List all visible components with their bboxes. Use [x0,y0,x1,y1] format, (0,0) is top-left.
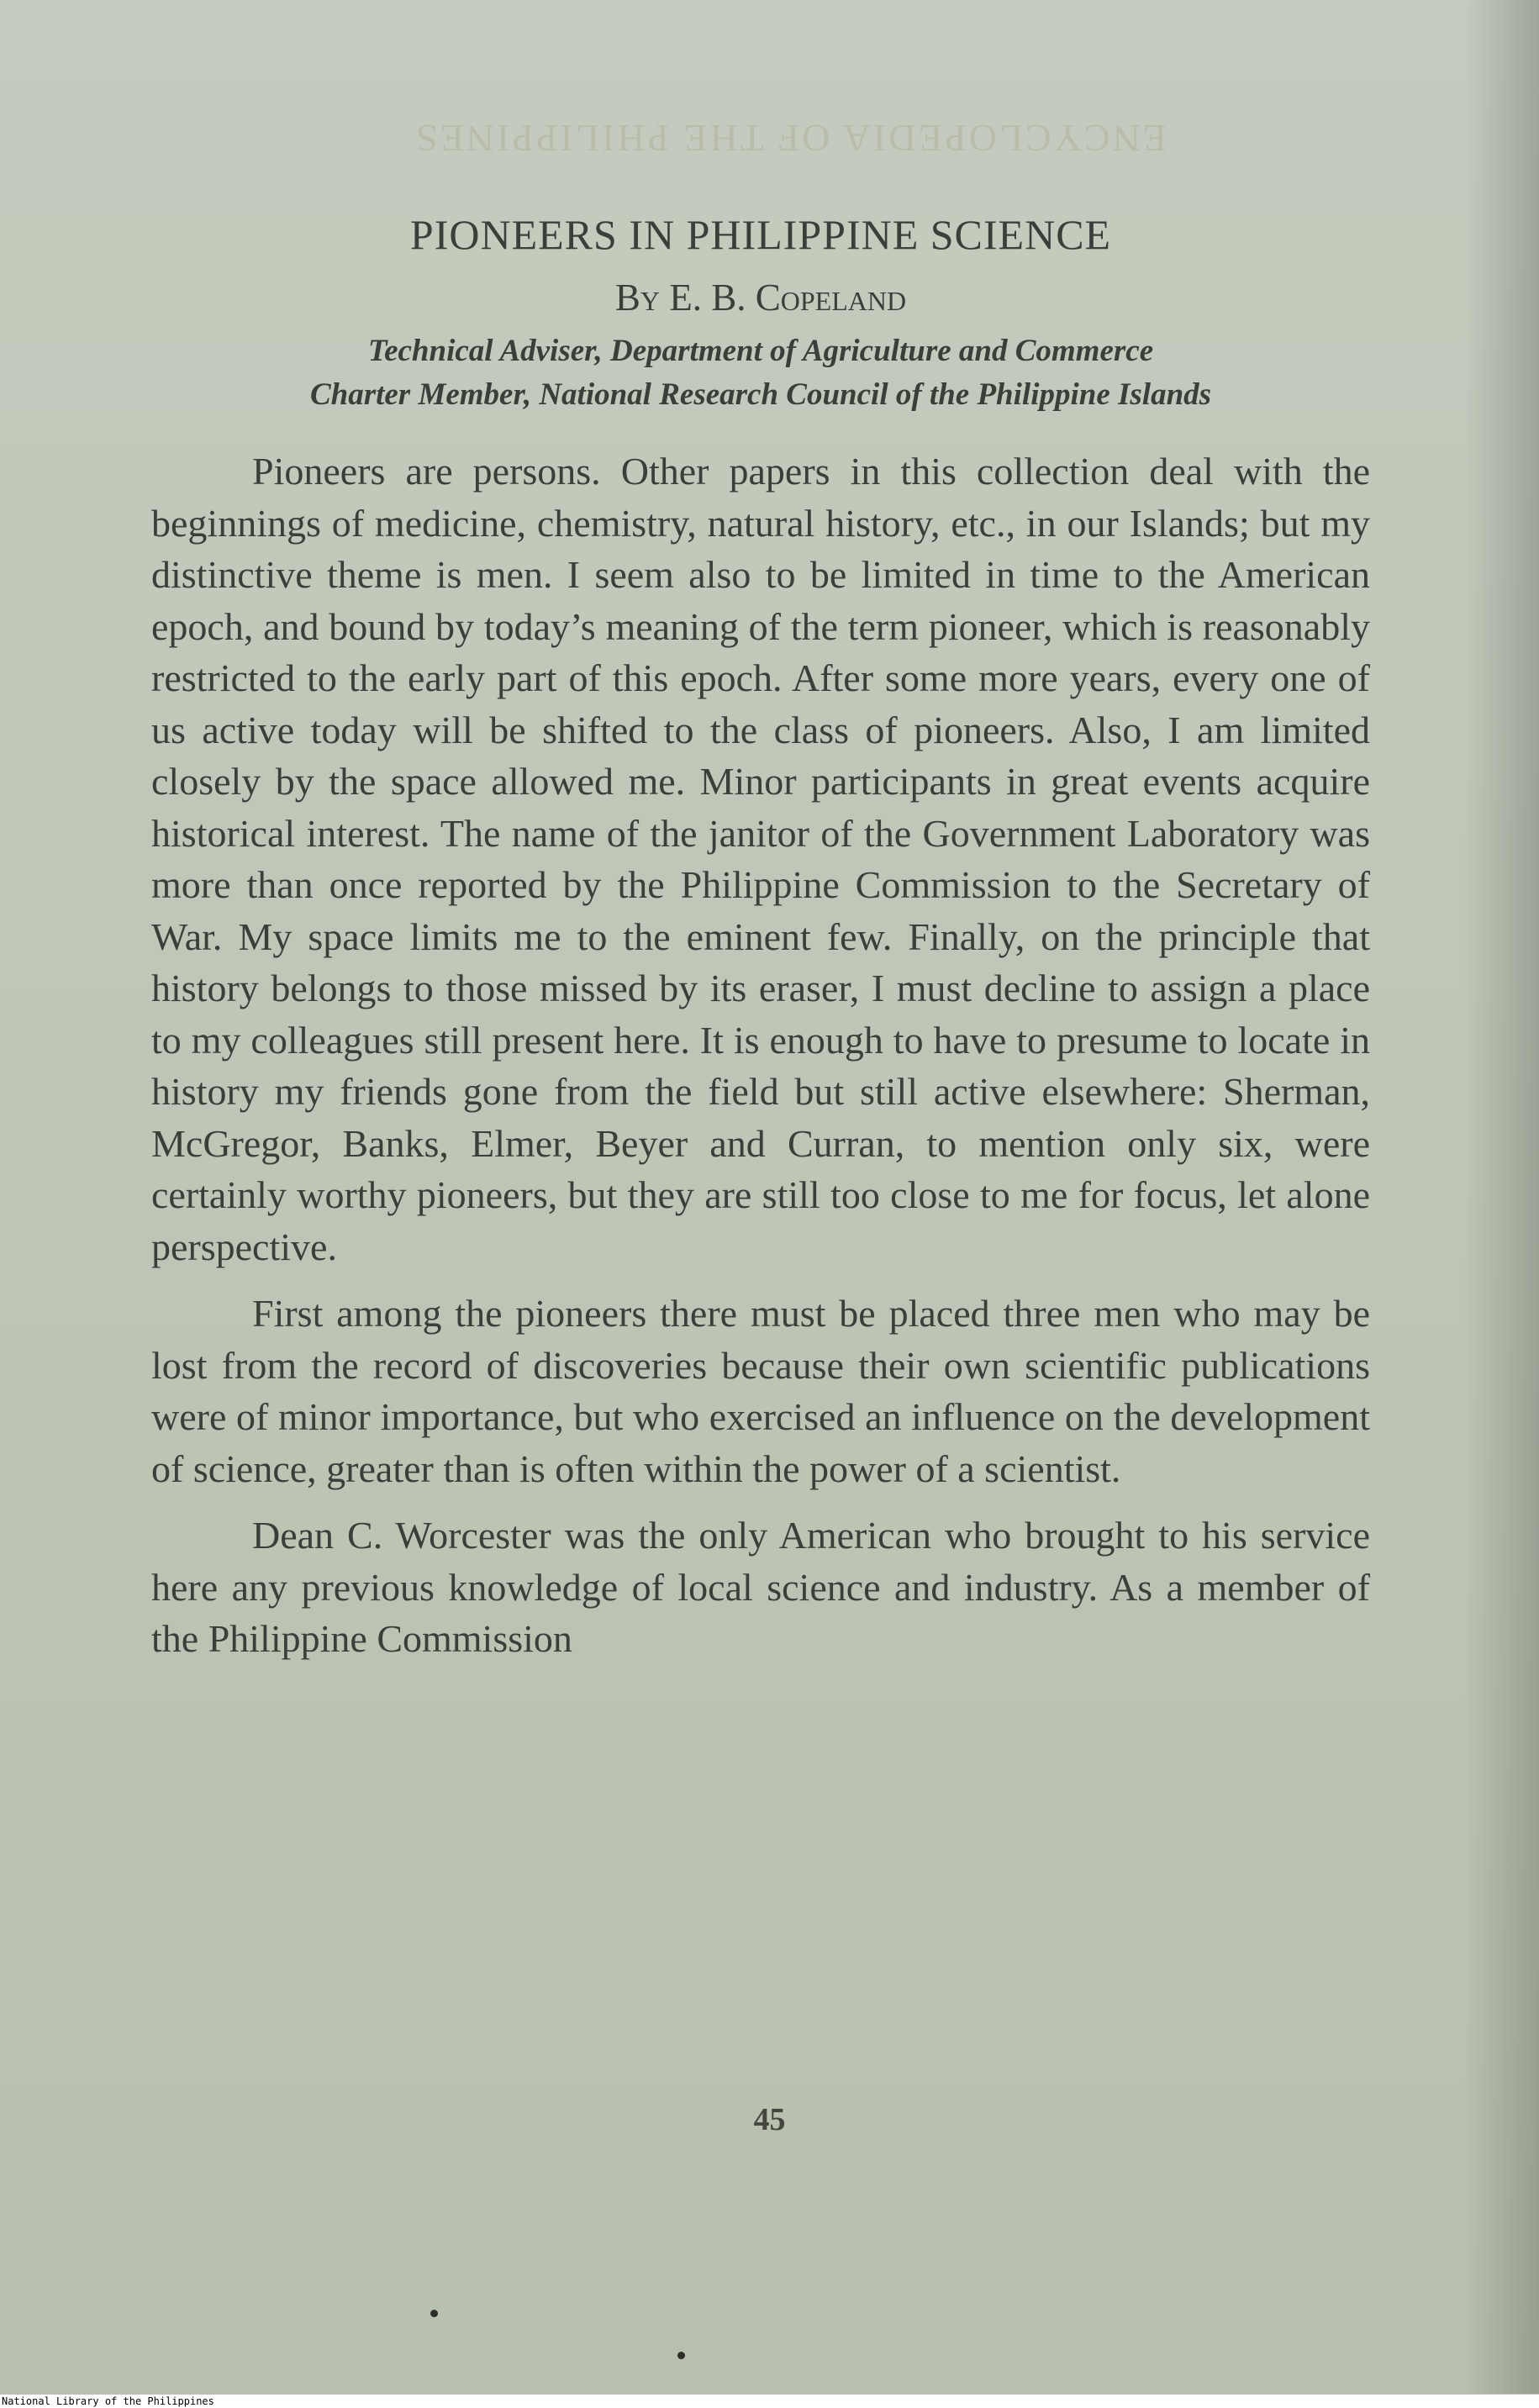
author-byline: By E. B. Copeland [614,277,907,319]
page-number: 45 [753,2102,786,2137]
author-affiliation-1: Technical Adviser, Department of Agriculture and Commerce [367,334,1154,368]
bleed-through-running-head: ENCYCLOPEDIA OF THE PHILIPPINES [414,117,1167,160]
body-paragraph-1: Pioneers are persons. Other papers in this collection deal with the beginnings of medicine, chemistry, natural history, etc., in our Islands; but my distinctive theme is men. I seem also to be limited in time to the American epoch, and bound by today’s meaning of the term pioneer, which is reasonably restricted to the early part of this epoch. After some more years, every one of us active today will be shifted to the class of pioneers. Also, I am limited closely by the space allowed me. Minor participants in great events acquire historical interest. The name of the janitor of the Government Laboratory was more than once reported by the Philippine Commission to the Secretary of War. My space limits me to the eminent few. Finally, on the principle that history belongs to those missed by its eraser, I must decline to assign a place to my colleagues still present here. It is enough to have to presume to locate in history my friends gone from the field but still active elsewhere: Sherman, McGregor, Banks, Elmer, Beyer and Curran, to mention only six, were certainly worthy pioneers, but they are still too close to me for focus, let alone perspective. [151,450,1370,1268]
dust-speck [430,2310,438,2317]
scan-credit: National Library of the Philippines [0,2395,1539,2408]
body-paragraph-2: First among the pioneers there must be placed three men who may be lost from the record of discoveries because their own scientific publications were of minor importance, but who exercised an influence on the development of science, greater than is often within the power of a scientist. [151,1292,1370,1490]
author-affiliation-2: Charter Member, National Research Council of the Philippine Islands [309,377,1212,412]
body-paragraph-3: Dean C. Worcester was the only American who brought to his service here any previous knowledge of local science and industry. As a member of the Philippine Commission [151,1514,1370,1660]
dust-speck [677,2352,685,2359]
article-title: PIONEERS IN PHILIPPINE SCIENCE [409,211,1112,258]
article [151,210,1370,1680]
article-body [151,445,1370,1665]
